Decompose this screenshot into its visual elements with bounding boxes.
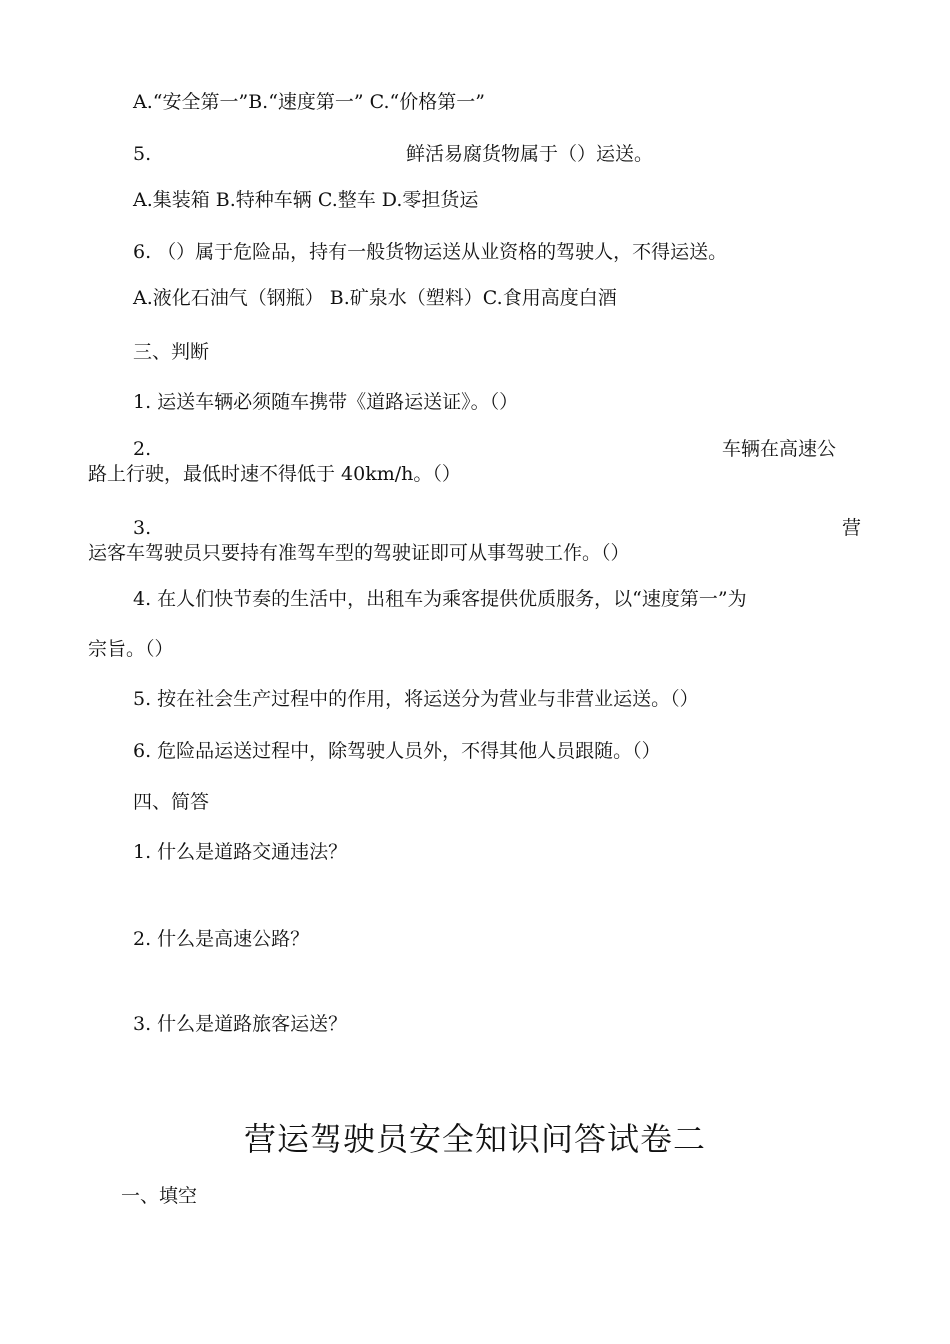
judgment-q6: 6. 危险品运送过程中，除驾驶人员外，不得其他人员跟随。（） xyxy=(133,740,661,762)
judgment-q5: 5. 按在社会生产过程中的作用，将运送分为营业与非营业运送。（） xyxy=(133,688,699,710)
judgment-q3-text-b: 运客车驾驶员只要持有准驾车型的驾驶证即可从事驾驶工作。（） xyxy=(88,542,630,564)
paper2-section1-heading: 一、填空 xyxy=(121,1185,198,1207)
q5-text: 鲜活易腐货物属于（）运送。 xyxy=(406,143,654,165)
q5-number: 5. xyxy=(133,143,152,165)
judgment-q2-text-b: 路上行驶，最低时速不得低于 40km/h。（） xyxy=(88,463,461,485)
short-answer-q1: 1. 什么是道路交通违法？ xyxy=(133,841,348,863)
short-answer-heading: 四、简答 xyxy=(133,791,210,813)
judgment-q2-number: 2. xyxy=(133,438,152,460)
judgment-heading: 三、判断 xyxy=(133,341,210,363)
q4-options: A.“安全第一”B.“速度第一” C.“价格第一” xyxy=(133,91,485,113)
paper2-title: 营运驾驶员安全知识问答试卷二 xyxy=(243,1120,706,1158)
short-answer-q3: 3. 什么是道路旅客运送？ xyxy=(133,1013,348,1035)
q6-options: A.液化石油气（钢瓶） B.矿泉水（塑料）C.食用高度白酒 xyxy=(133,287,617,309)
short-answer-q2: 2. 什么是高速公路？ xyxy=(133,928,310,950)
judgment-q1: 1. 运送车辆必须随车携带《道路运送证》。（） xyxy=(133,391,519,413)
q6-text: 6. （）属于危险品，持有一般货物运送从业资格的驾驶人，不得运送。 xyxy=(133,241,728,263)
q5-options: A.集装箱 B.特种车辆 C.整车 D.零担货运 xyxy=(133,189,479,211)
judgment-q2-text-a: 车辆在高速公 xyxy=(722,438,837,460)
judgment-q4-text-a: 4. 在人们快节奏的生活中，出租车为乘客提供优质服务，以“速度第一”为 xyxy=(133,588,747,610)
judgment-q4-text-b: 宗旨。（） xyxy=(88,638,174,660)
judgment-q3-number: 3. xyxy=(133,517,152,539)
judgment-q3-text-a: 营 xyxy=(842,517,862,539)
